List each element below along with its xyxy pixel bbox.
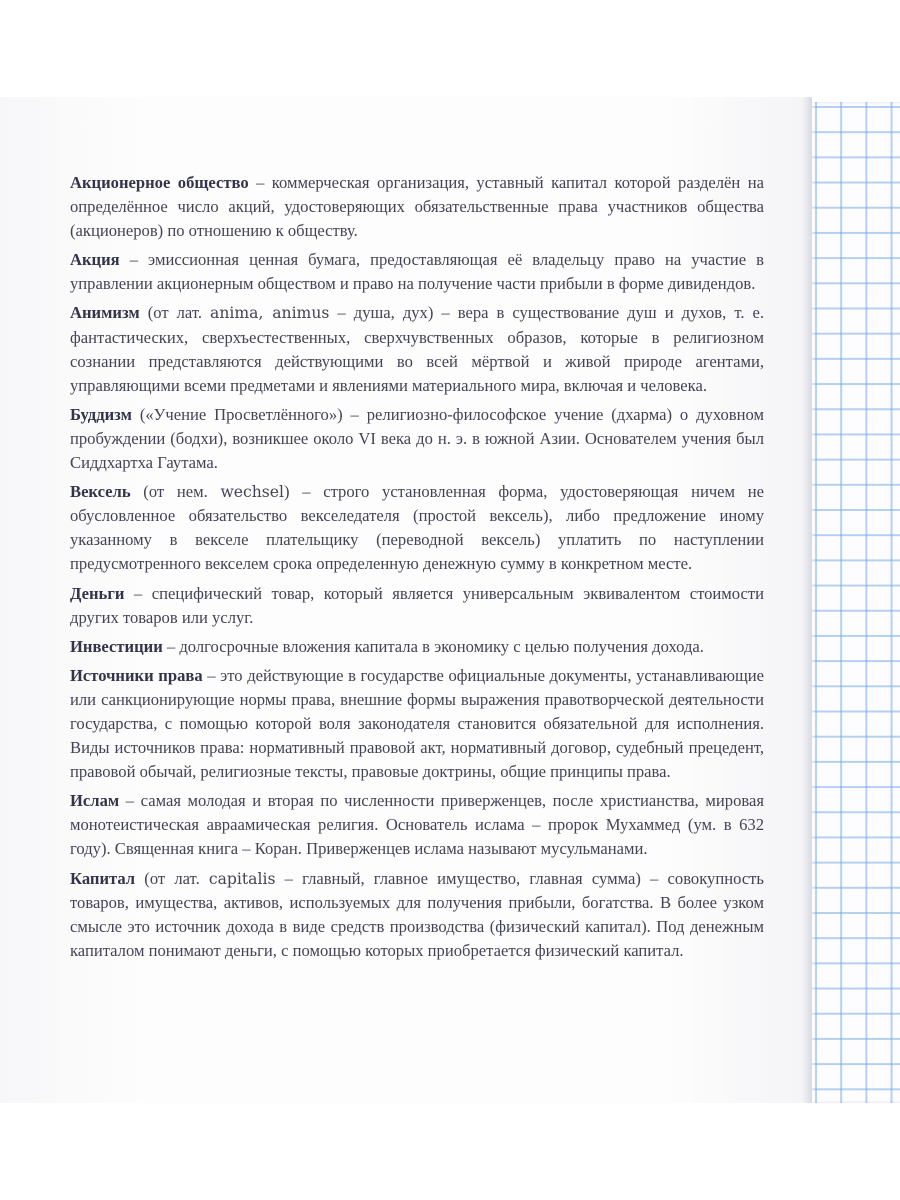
glossary-entry	[70, 867, 764, 963]
glossary-term: Акционерное общество	[70, 173, 249, 192]
glossary-entry	[70, 635, 764, 659]
glossary-entry	[70, 248, 764, 296]
glossary-entry	[70, 301, 764, 397]
glossary-entry	[70, 171, 764, 243]
glossary-definition: ) – строго установленная форма, удостоверяющая ничем не обусловленное обязательство векселедателя (простой вексель), либо предложение иному указанному в векселе плательщику (переводной вексель) уплатить по наступлении предусмотренного векселем срока определенную денежную сумму в конкретном месте.	[70, 482, 764, 574]
glossary-entries	[70, 171, 764, 963]
glossary-definition: – это действующие в государстве официальные документы, устанавливающие или санкционирующие нормы права, внешние формы выражения правотворческой деятельности государства, с помощью которой воля законодателя становится обязательной для исполнения. Виды источников права: нормативный правовой акт, нормативный договор, судебный прецедент, правовой обычай, религиозные тексты, правовые доктрины, общие принципы права.	[70, 665, 764, 782]
glossary-term: Ислам	[70, 791, 120, 811]
glossary-definition-lead: (от нем.	[130, 482, 221, 502]
glossary-term: Акция	[70, 250, 120, 270]
glossary-definition: – коммерческая организация, уставный капитал которой разделён на определённое число акций, удостоверяющих обязательственные права участников общества (акционеров) по отношению к обществу.	[70, 173, 764, 241]
glossary-entry	[70, 403, 764, 475]
glossary-term: Источники права	[70, 665, 203, 685]
glossary-definition: – эмиссионная ценная бумага, предоставляющая её владельцу право на участие в управлении акционерным обществом и право на получение части прибыли в форме дивидендов.	[70, 250, 764, 294]
glossary-term: Буддизм	[70, 404, 132, 424]
glossary-definition: («Учение Просветлённого») – религиозно-философское учение (дхарма) о духовном пробуждении (бодхи), возникшее около VI века до н. э. в южной Азии. Основателем учения был Сиддхартха Гаутама.	[70, 404, 764, 473]
glossary-definition: – самая молодая и вторая по численности приверженцев, после христианства, мировая монотеистическая авраамическая религия. Основатель ислама – пророк Мухаммед (ум. в 632 году). Священная книга – Коран. Приверженцев ислама называют мусульманами.	[70, 791, 764, 859]
latin-etymology: anima, animus	[210, 304, 330, 323]
graph-paper-sheet	[806, 102, 900, 1103]
glossary-definition: – душа, дух) – вера в существование душ и духов, т. е. фантастических, сверхъестественных, сверхчувственных образов, которые в религиозном сознании представляются действующими во всей мёртвой и живой природе агентами, управляющими всеми предметами и явлениями материального мира, включая и человека.	[70, 303, 765, 395]
latin-etymology: wechsel	[220, 483, 285, 502]
glossary-definition: – специфический товар, который является универсальным эквивалентом стоимости других товаров или услуг.	[70, 583, 764, 627]
glossary-term: Инвестиции	[70, 636, 163, 656]
glossary-definition-lead: (от лат.	[139, 303, 211, 323]
printed-page	[0, 97, 812, 1103]
glossary-entry	[70, 789, 764, 861]
latin-etymology: capitalis	[208, 869, 276, 888]
glossary-entry	[70, 480, 764, 576]
glossary-entry	[70, 664, 764, 784]
glossary-term: Анимизм	[70, 303, 140, 323]
glossary-entry	[70, 582, 764, 630]
glossary-definition: – долгосрочные вложения капитала в экономику с целью получения дохода.	[162, 636, 704, 656]
glossary-definition: – главный, главное имущество, главная сумма) – совокупность товаров, имущества, активов, используемых для получения прибыли, богатства. В более узком смысле это источник дохода в виде средств производства (физический капитал). Под денежным капиталом понимают деньги, с помощью которых приобретается физический капитал.	[70, 868, 764, 960]
glossary-definition-lead: (от лат.	[135, 868, 209, 888]
glossary-term: Капитал	[70, 868, 136, 888]
glossary-term: Деньги	[70, 583, 125, 603]
glossary-term: Вексель	[70, 482, 131, 502]
